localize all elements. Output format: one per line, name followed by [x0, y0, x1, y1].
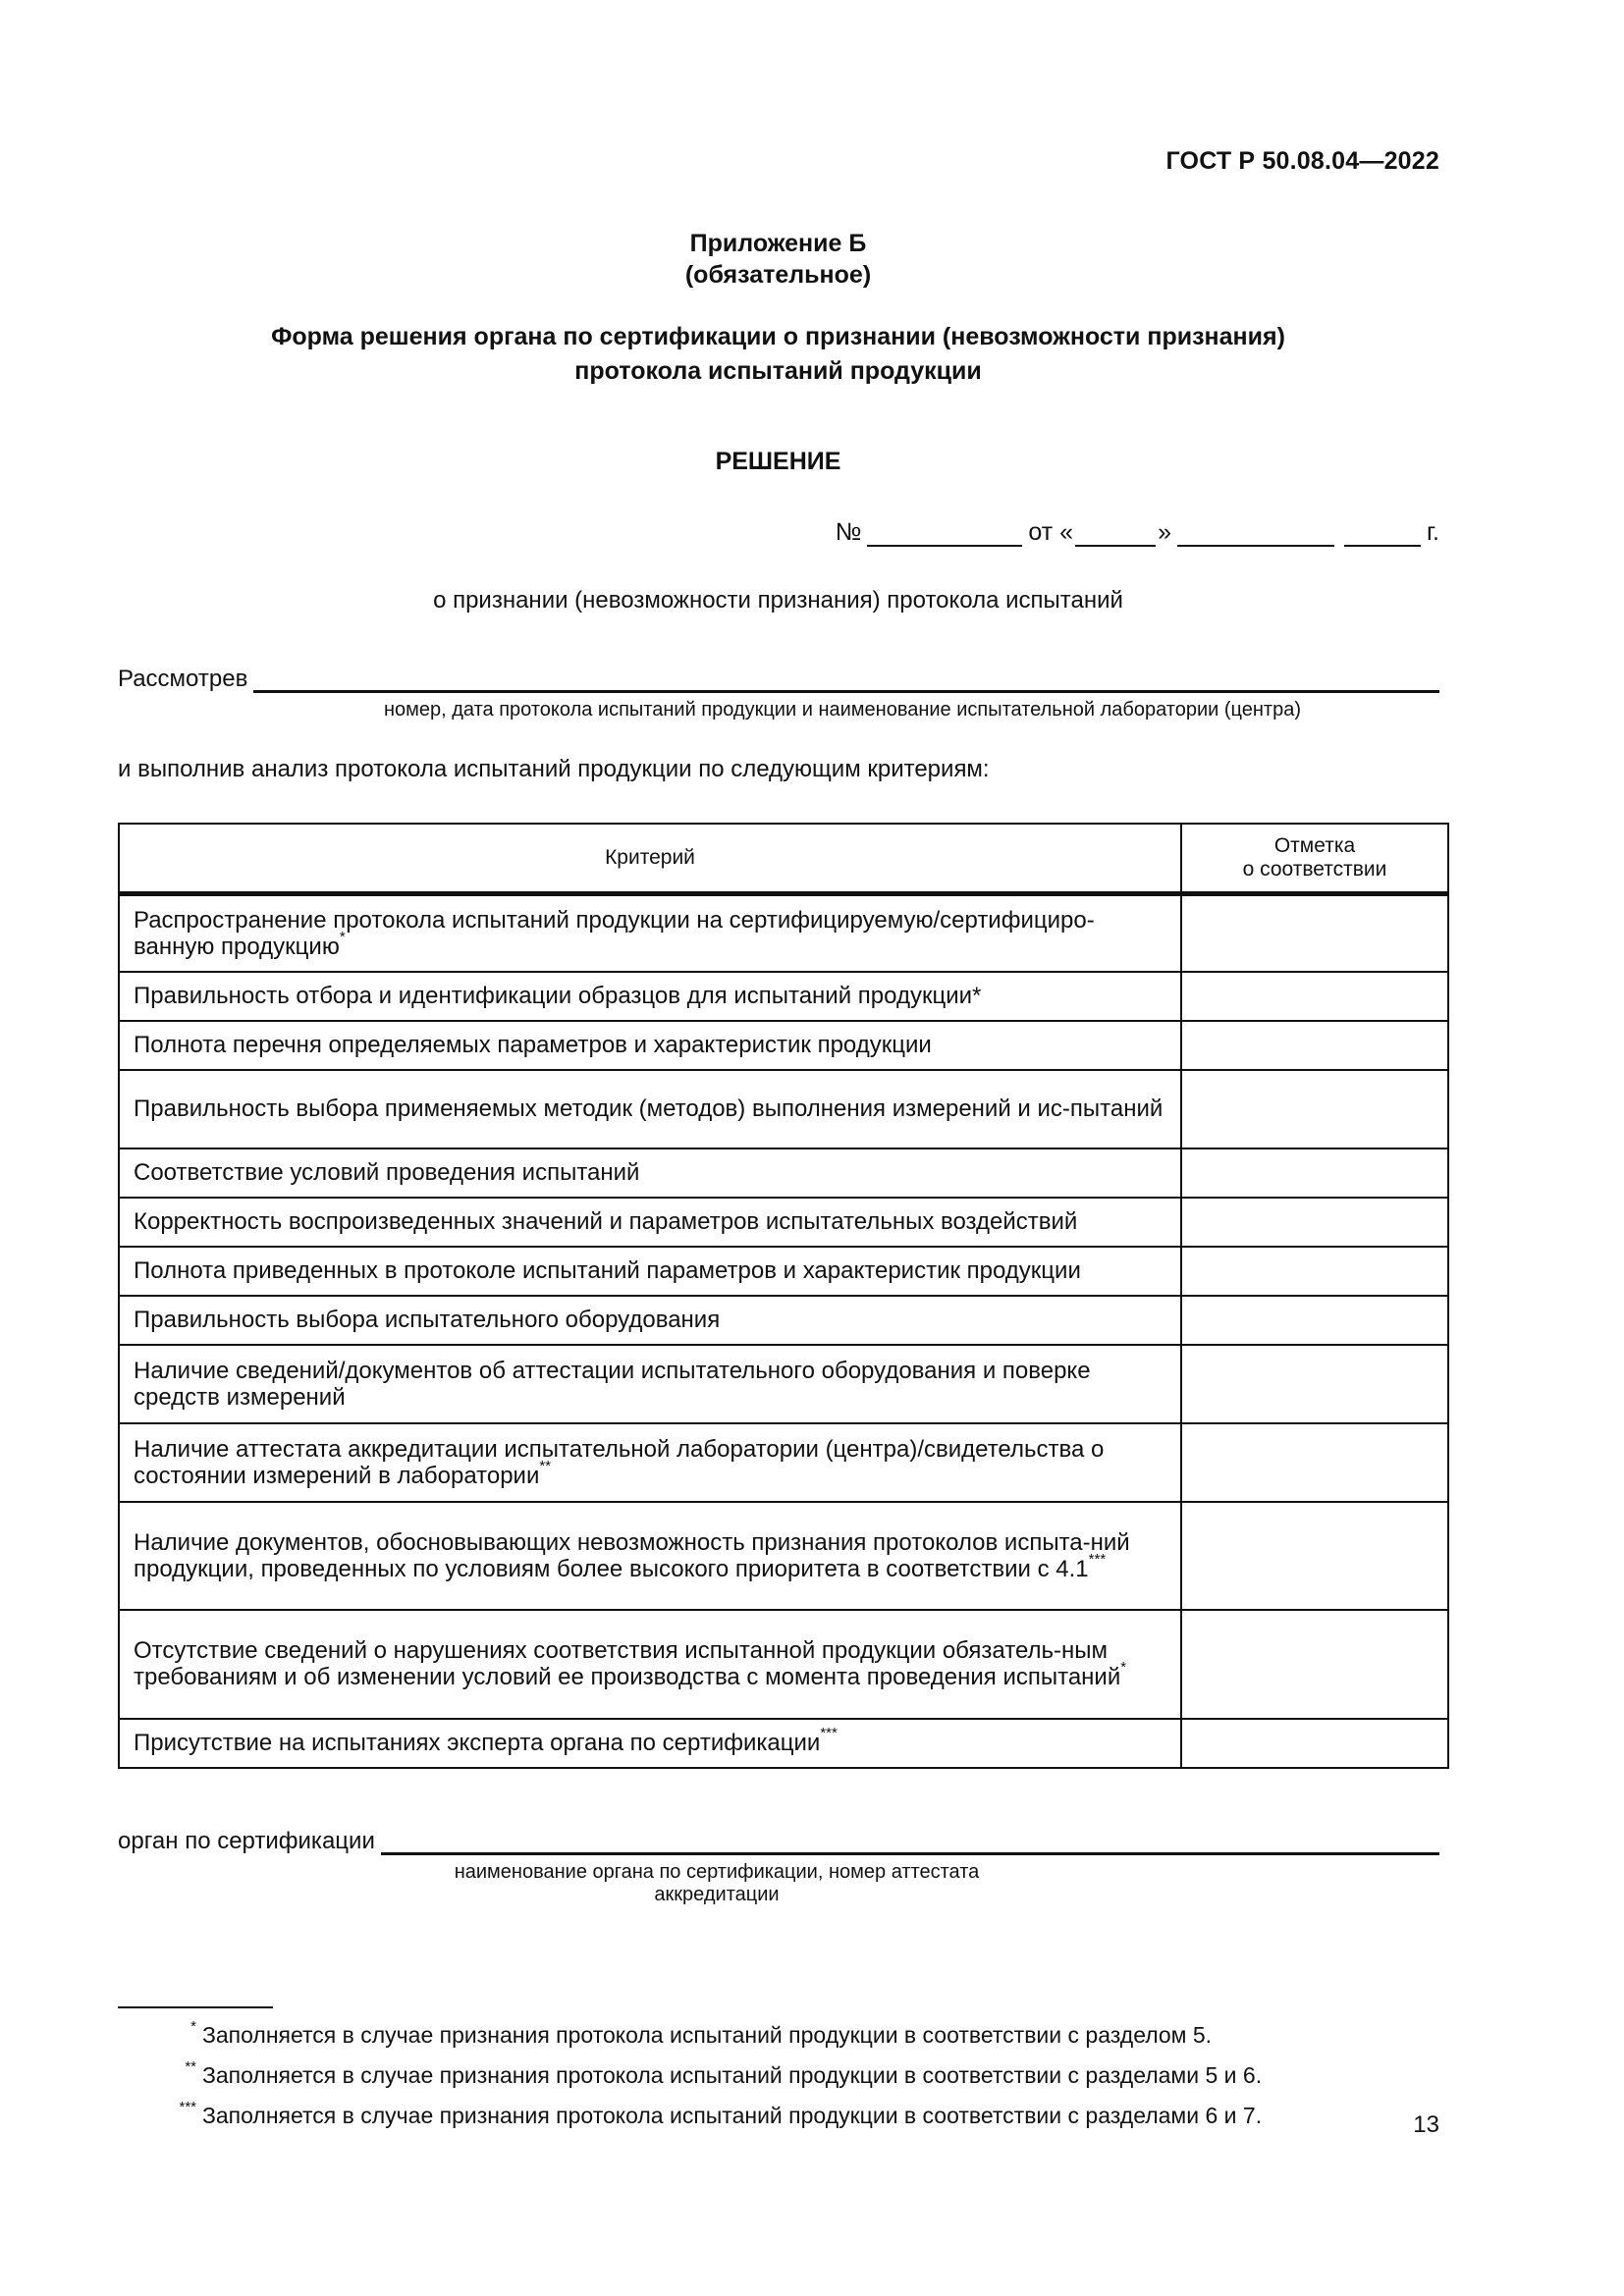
footnote-ref: ***: [1088, 1550, 1107, 1568]
criterion-text: Наличие сведений/документов об аттестации испытательного оборудования и поверке средств измерений: [134, 1357, 1091, 1411]
criterion-cell: [119, 972, 1181, 1021]
table-row: [119, 894, 1448, 972]
mark-cell[interactable]: [1181, 1502, 1448, 1610]
criterion-cell: [119, 1502, 1181, 1610]
criterion-cell: [119, 1148, 1181, 1198]
criterion-cell: [119, 1070, 1181, 1148]
table-row: [119, 1148, 1448, 1198]
form-title-line2: протокола испытаний продукции: [574, 357, 982, 385]
mark-cell[interactable]: [1181, 1423, 1448, 1502]
footnote-ref: ***: [820, 1725, 838, 1741]
form-title-line1: Форма решения органа по сертификации о признании (невозможности признания): [271, 323, 1285, 350]
criterion-text: Правильность выбора применяемых методик (методов) выполнения измерений и ис-пытаний: [134, 1095, 1164, 1122]
mark-cell[interactable]: [1181, 1719, 1448, 1768]
criterion-cell: [119, 1423, 1181, 1502]
mark-cell[interactable]: [1181, 1345, 1448, 1423]
day-blank[interactable]: [1075, 521, 1156, 547]
table-row: [119, 1296, 1448, 1345]
certification-body-row: [118, 1828, 1439, 1855]
standard-designation: ГОСТ Р 50.08.04—2022: [1165, 147, 1439, 175]
month-blank[interactable]: [1177, 521, 1334, 547]
page-number: 13: [1413, 2111, 1439, 2138]
considered-label: Рассмотрев: [118, 666, 248, 692]
mark-cell[interactable]: [1181, 1021, 1448, 1070]
appendix-label: Приложение Б: [689, 230, 867, 257]
criterion-cell: [119, 894, 1181, 972]
mark-cell[interactable]: [1181, 1296, 1448, 1345]
table-row: [119, 1198, 1448, 1247]
decision-number-line: [836, 518, 1439, 547]
table-row: [119, 1423, 1448, 1502]
decision-heading: РЕШЕНИЕ: [715, 448, 841, 475]
analysis-intro: и выполнив анализ протокола испытаний продукции по следующим критериям:: [118, 756, 990, 782]
mark-column-header: [1181, 824, 1448, 894]
mark-cell[interactable]: [1181, 972, 1448, 1021]
appendix-header: [118, 228, 1438, 291]
footnote-mark: ***: [179, 2099, 196, 2115]
certification-body-blank[interactable]: [381, 1829, 1439, 1855]
criterion-cell: [119, 1719, 1181, 1768]
criterion-column-header: Критерий: [119, 824, 1181, 894]
footnote-ref: **: [539, 1457, 552, 1474]
criterion-text: Корректность воспроизведенных значений и параметров испытательных воздействий: [134, 1208, 1078, 1235]
criterion-cell: [119, 1198, 1181, 1247]
criterion-cell: [119, 1296, 1181, 1345]
criterion-cell: [119, 1610, 1181, 1719]
criterion-text: Правильность отбора и идентификации образцов для испытаний продукции*: [134, 983, 982, 1009]
mark-cell[interactable]: [1181, 894, 1448, 972]
criterion-text: Полнота перечня определяемых параметров и характеристик продукции: [134, 1032, 932, 1058]
number-blank[interactable]: [867, 521, 1022, 547]
considered-hint: номер, дата протокола испытаний продукции и наименование испытательной лаборатории (центра): [383, 699, 1302, 721]
mark-cell[interactable]: [1181, 1610, 1448, 1719]
table-row: [119, 1610, 1448, 1719]
table-row: [119, 1247, 1448, 1296]
footnote-mark: *: [190, 2018, 196, 2035]
year-blank[interactable]: [1344, 521, 1421, 547]
table-row: [119, 1502, 1448, 1610]
appendix-status: (обязательное): [684, 261, 872, 289]
mark-header-line2: о соответствии: [1242, 858, 1387, 881]
criterion-text: Соответствие условий проведения испытаний: [134, 1159, 640, 1186]
year-suffix: г.: [1426, 518, 1439, 546]
decision-subject: о признании (невозможности признания) протокола испытаний: [433, 587, 1123, 614]
criterion-text: Присутствие на испытаниях эксперта органа по сертификации: [134, 1730, 821, 1756]
footnote-mark: **: [185, 2058, 196, 2075]
criterion-text: Наличие аттестата аккредитации испытательной лаборатории (центра)/свидетельства о состоянии измерений в лаборатории: [134, 1435, 1105, 1489]
mark-cell[interactable]: [1181, 1247, 1448, 1296]
mark-cell[interactable]: [1181, 1198, 1448, 1247]
criterion-text: Отсутствие сведений о нарушениях соответствия испытанной продукции обязатель-ным требованиям и об изменении условий ее производства с момента проведения испытаний: [134, 1637, 1121, 1690]
criteria-table: [118, 823, 1449, 1769]
mark-cell[interactable]: [1181, 1070, 1448, 1148]
considered-blank[interactable]: [253, 667, 1439, 693]
footnote-text: Заполняется в случае признания протокола испытаний продукции в соответствии с разделами 6 и 7.: [202, 2103, 1263, 2128]
criterion-text: Правильность выбора испытательного оборудования: [134, 1307, 721, 1333]
from-label: от «: [1028, 518, 1074, 546]
number-label: №: [835, 518, 862, 546]
form-title: [118, 320, 1438, 389]
footnote-text: Заполняется в случае признания протокола испытаний продукции в соответствии с разделами 5 и 6.: [202, 2062, 1263, 2088]
quote-close: »: [1158, 518, 1171, 546]
footnote: [118, 2099, 1335, 2129]
table-row: [119, 1021, 1448, 1070]
footnote-divider: [118, 2006, 273, 2008]
criterion-cell: [119, 1247, 1181, 1296]
table-row: [119, 1345, 1448, 1423]
criterion-text: Наличие документов, обосновывающих невозможность признания протоколов испыта-ний продукции, проведенных по условиям более высокого приоритета в соответствии с 4.1: [134, 1528, 1130, 1582]
mark-header-line1: Отметка: [1273, 834, 1356, 857]
criterion-cell: [119, 1345, 1181, 1423]
criterion-text: Полнота приведенных в протоколе испытаний параметров и характеристик продукции: [134, 1257, 1081, 1284]
footnote-text: Заполняется в случае признания протокола испытаний продукции в соответствии с разделом 5.: [202, 2022, 1213, 2048]
mark-cell[interactable]: [1181, 1148, 1448, 1198]
table-row: [119, 1719, 1448, 1768]
footnote-ref: *: [1120, 1659, 1127, 1676]
criterion-text: Распространение протокола испытаний продукции на сертифицируемую/сертифициро-ванную продукцию: [134, 906, 1095, 960]
considered-row: [118, 666, 1439, 693]
footnote: [118, 2058, 1439, 2089]
criteria-header-row: [119, 824, 1448, 894]
criterion-cell: [119, 1021, 1181, 1070]
table-row: [119, 972, 1448, 1021]
footnote-ref: *: [339, 928, 346, 945]
certification-body-hint: наименование органа по сертификации, номер аттестата аккредитации: [454, 1861, 980, 1905]
table-row: [119, 1070, 1448, 1148]
certification-body-label: орган по сертификации: [118, 1828, 375, 1854]
footnote: [118, 2018, 1439, 2049]
